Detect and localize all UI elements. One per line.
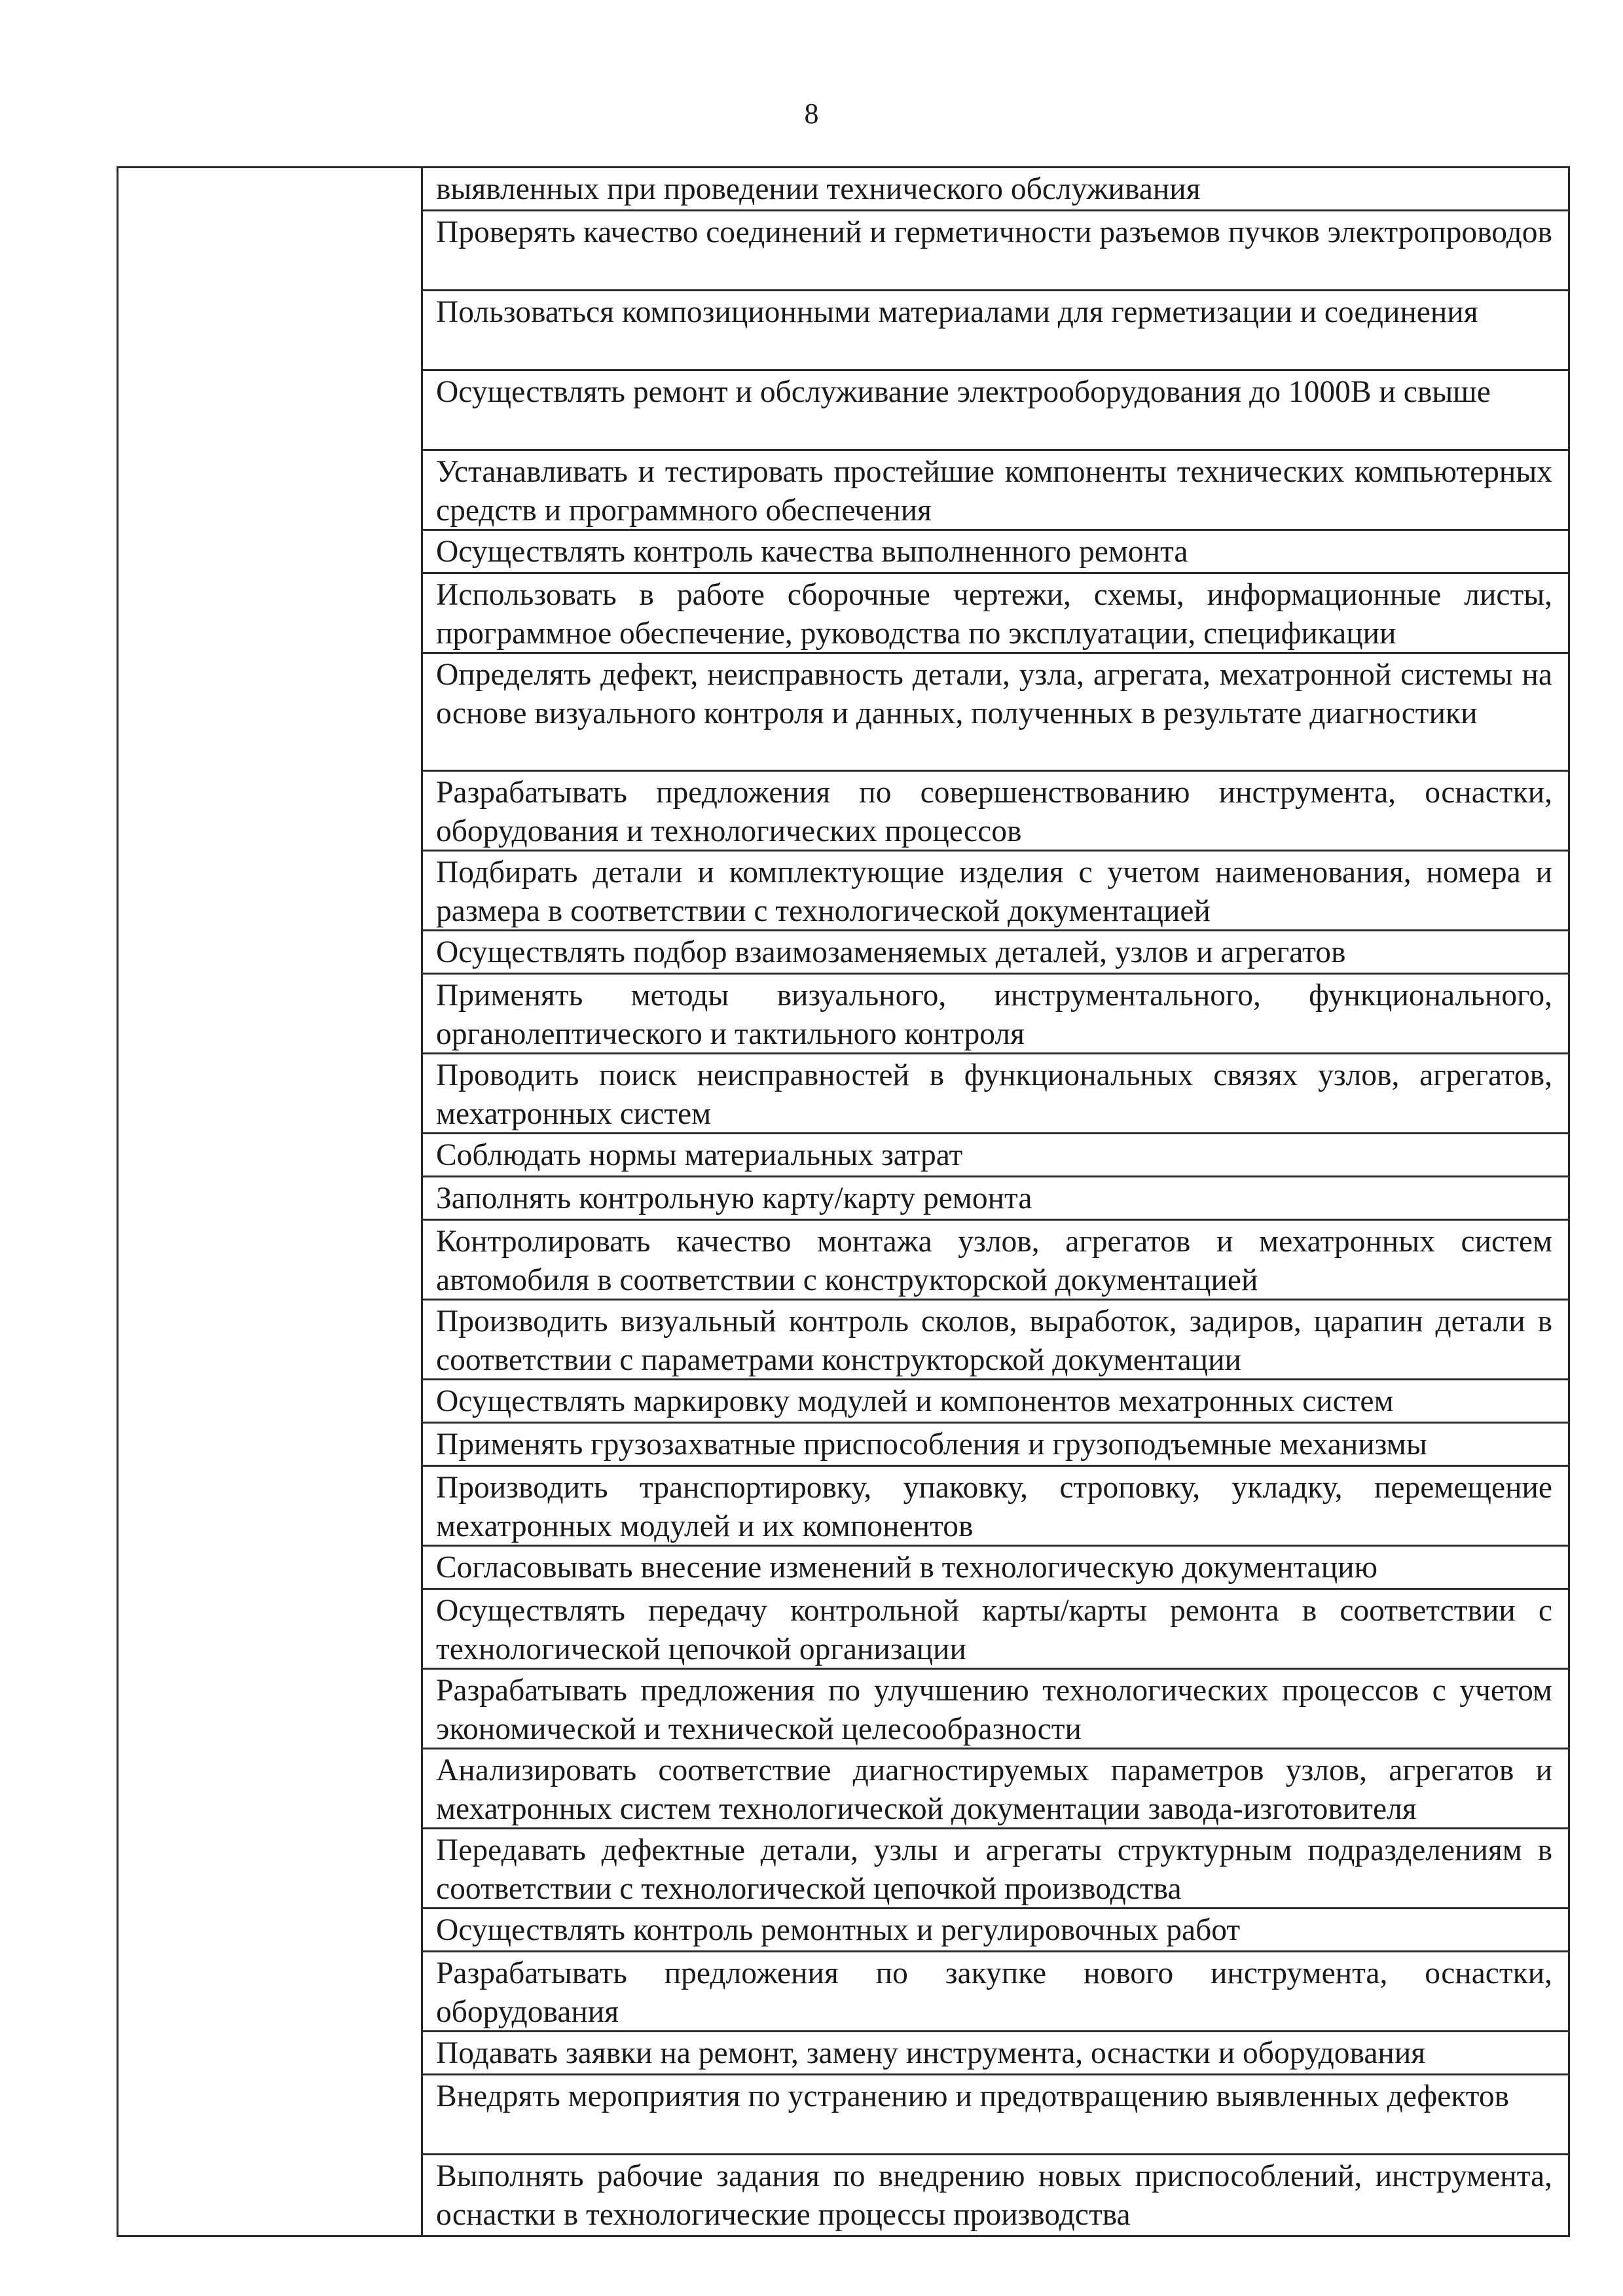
skill-row: Использовать в работе сборочные чертежи, схемы, информационные листы, программное обеспечение, руководства по эксплуатации, спецификации	[423, 574, 1568, 654]
table-row	[118, 168, 1569, 2236]
skill-row: Осуществлять передачу контрольной карты/карты ремонта в соответствии с технологической цепочкой организации	[423, 1590, 1568, 1670]
skill-row: Осуществлять подбор взаимозаменяемых деталей, узлов и агрегатов	[423, 931, 1568, 975]
skill-row: Соблюдать нормы материальных затрат	[423, 1134, 1568, 1177]
skill-row: Внедрять мероприятия по устранению и предотвращению выявленных дефектов	[423, 2075, 1568, 2155]
skill-row: Выполнять рабочие задания по внедрению новых приспособлений, инструмента, оснастки в технологические процессы производства	[436, 2159, 1552, 2232]
skill-row: Осуществлять ремонт и обслуживание электрооборудования до 1000В и свыше	[423, 371, 1568, 451]
skill-row: Проводить поиск неисправностей в функциональных связях узлов, агрегатов, мехатронных систем	[423, 1054, 1568, 1134]
skill-row: Контролировать качество монтажа узлов, агрегатов и мехатронных систем автомобиля в соответствии с конструкторской документацией	[423, 1221, 1568, 1300]
skill-row: Заполнять контрольную карту/карту ремонта	[423, 1177, 1568, 1221]
skills-list	[423, 168, 1568, 2235]
left-column-cell	[118, 168, 422, 2236]
page-number: 8	[804, 98, 819, 130]
skill-row: Разрабатывать предложения по улучшению технологических процессов с учетом экономической и технической целесообразности	[423, 1670, 1568, 1749]
skill-row: Осуществлять контроль качества выполненного ремонта	[423, 531, 1568, 574]
skill-row: Применять грузозахватные приспособления и грузоподъемные механизмы	[423, 1424, 1568, 1467]
skill-row: Проверять качество соединений и герметичности разъемов пучков электропроводов	[423, 211, 1568, 291]
skill-row: Разрабатывать предложения по совершенствованию инструмента, оснастки, оборудования и технологических процессов	[423, 772, 1568, 852]
skill-row: Подавать заявки на ремонт, замену инструмента, оснастки и оборудования	[423, 2032, 1568, 2075]
right-column-cell	[422, 168, 1569, 2236]
skill-row: выявленных при проведении технического обслуживания	[423, 168, 1568, 211]
skill-row: Согласовывать внесение изменений в технологическую документацию	[423, 1547, 1568, 1590]
skill-row: Применять методы визуального, инструментального, функционального, органолептического и тактильного контроля	[423, 975, 1568, 1054]
skill-row: Производить транспортировку, упаковку, строповку, укладку, перемещение мехатронных модулей и их компонентов	[423, 1467, 1568, 1547]
skill-row: Анализировать соответствие диагностируемых параметров узлов, агрегатов и мехатронных систем технологической документации завода-изготовителя	[423, 1749, 1568, 1829]
skill-row: Разрабатывать предложения по закупке нового инструмента, оснастки, оборудования	[423, 1952, 1568, 2032]
skill-row: Производить визуальный контроль сколов, выработок, задиров, царапин детали в соответствии с параметрами конструкторской документации	[423, 1300, 1568, 1380]
skill-row: Пользоваться композиционными материалами для герметизации и соединения	[423, 291, 1568, 371]
skill-row: Передавать дефектные детали, узлы и агрегаты структурным подразделениям в соответствии с технологической цепочкой производства	[423, 1829, 1568, 1909]
skill-row: Осуществлять маркировку модулей и компонентов мехатронных систем	[423, 1380, 1568, 1424]
skill-row: Подбирать детали и комплектующие изделия с учетом наименования, номера и размера в соответствии с технологической документацией	[423, 852, 1568, 931]
skills-table	[117, 166, 1570, 2237]
skill-row: Определять дефект, неисправность детали, узла, агрегата, мехатронной системы на основе визуального контроля и данных, полученных в результате диагностики	[423, 654, 1568, 772]
skill-row: Осуществлять контроль ремонтных и регулировочных работ	[423, 1909, 1568, 1952]
skill-row: Устанавливать и тестировать простейшие компоненты технических компьютерных средств и программного обеспечения	[423, 451, 1568, 531]
